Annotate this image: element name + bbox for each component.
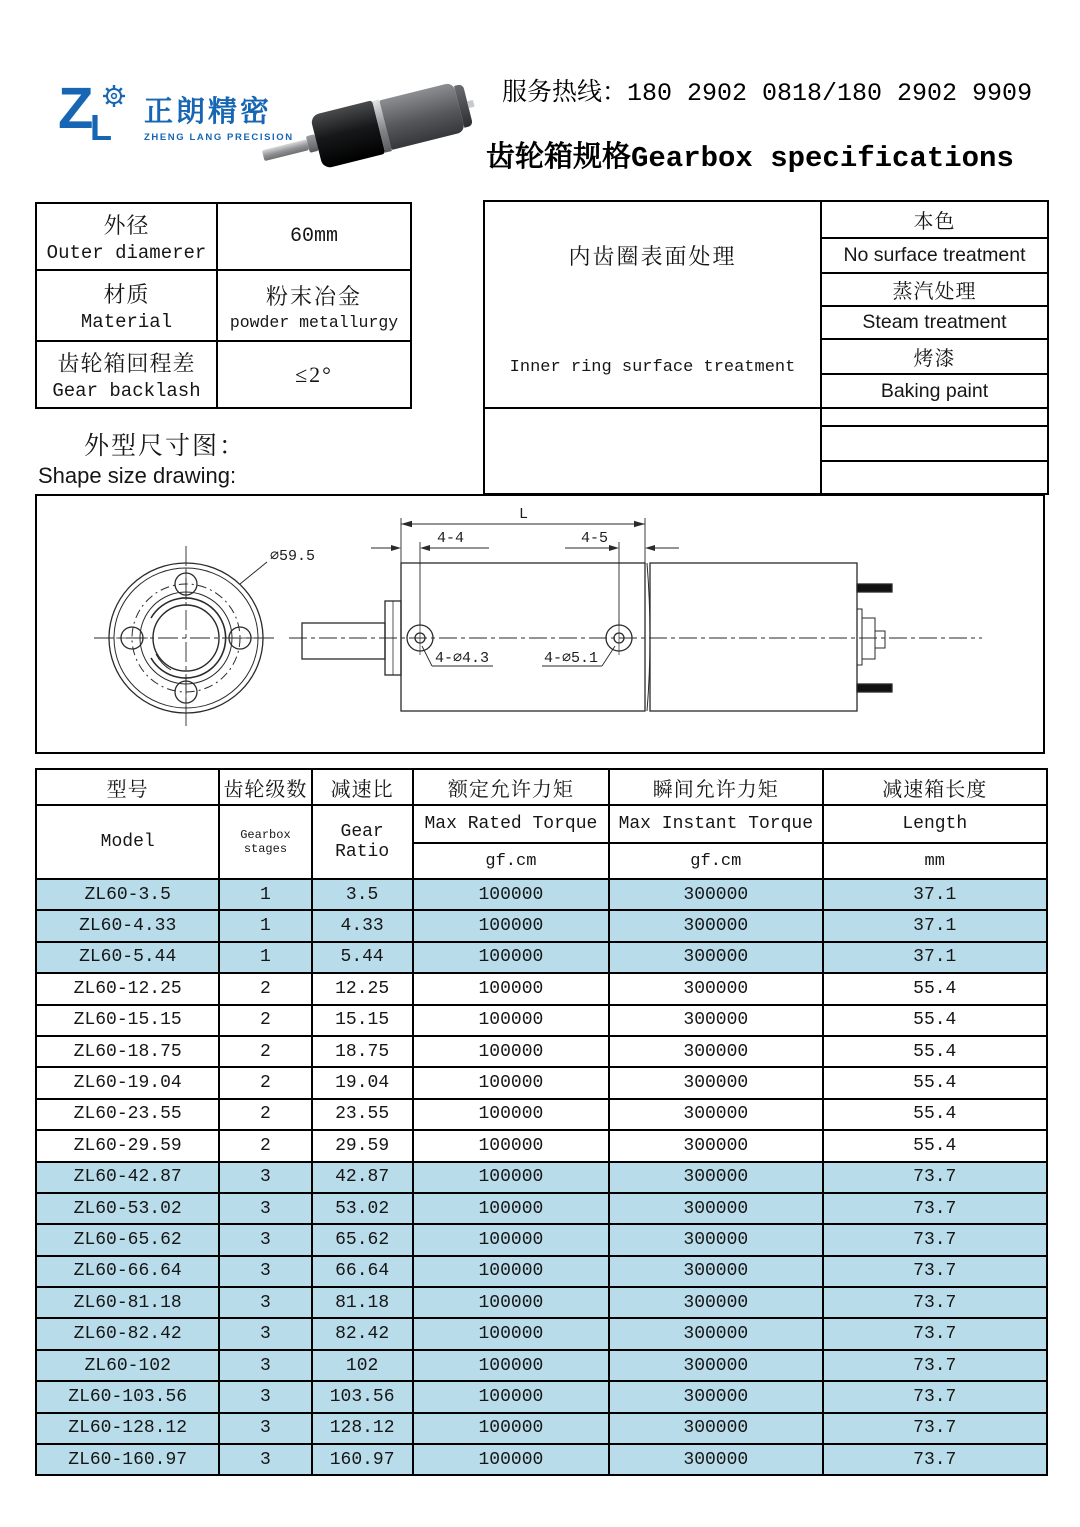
- diameter-label: ∅59.5: [270, 548, 316, 565]
- col-rated-zh: 额定允许力矩: [413, 769, 609, 805]
- table-row: [36, 270, 411, 341]
- logo-letter-z: Z: [58, 76, 94, 141]
- table-row: ZL60-53.02 3 53.02 100000 300000 73.7: [36, 1193, 1047, 1224]
- treatment-option-en: Baking paint: [880, 379, 989, 402]
- material-value-en: powder metallurgy: [229, 312, 399, 332]
- treatment-option-zh: 本色: [913, 211, 956, 233]
- table-row: [484, 201, 1048, 238]
- inner-ring-label-en: Inner ring surface treatment: [509, 358, 796, 377]
- table-row: [36, 341, 411, 408]
- col-rated-unit: gf.cm: [413, 843, 609, 879]
- table-row: ZL60-4.33 1 4.33 100000 300000 37.1: [36, 910, 1047, 941]
- surface-treatment-table: [483, 200, 1049, 495]
- table-row: [36, 203, 411, 270]
- table-row: ZL60-12.25 2 12.25 100000 300000 55.4: [36, 973, 1047, 1004]
- left-offset-dim-label: 4-4: [437, 530, 465, 547]
- treatment-option-en: No surface treatment: [843, 244, 1026, 266]
- col-ratio-zh: 减速比: [312, 769, 413, 805]
- col-model-zh: 型号: [36, 769, 219, 805]
- backlash-value: ≤2°: [295, 361, 333, 387]
- col-instant-en: Max Instant Torque: [609, 805, 822, 843]
- table-row: [484, 408, 1048, 426]
- treatment-option-zh: 蒸汽处理: [892, 281, 977, 303]
- empty-cell: [821, 461, 1048, 494]
- table-row: ZL60-19.04 2 19.04 100000 300000 55.4: [36, 1067, 1047, 1098]
- table-row: ZL60-3.5 1 3.5 100000 300000 37.1: [36, 879, 1047, 910]
- backlash-label-en: Gear backlash: [52, 380, 201, 402]
- col-length-zh: 减速箱长度: [823, 769, 1047, 805]
- material-label-en: Material: [80, 311, 173, 333]
- table-row: ZL60-160.97 3 160.97 100000 300000 73.7: [36, 1444, 1047, 1475]
- outer-diameter-label-zh: 外径: [103, 213, 150, 238]
- col-length-en: Length: [823, 805, 1047, 843]
- service-hotline: 服务热线：180 2902 0818/180 2902 9909: [502, 79, 1033, 108]
- col-stages-zh: 齿轮级数: [219, 769, 311, 805]
- col-instant-unit: gf.cm: [609, 843, 822, 879]
- col-stages-en: Gearbox stages: [219, 805, 311, 879]
- empty-cell: [821, 426, 1048, 461]
- table-row: ZL60-102 3 102 100000 300000 73.7: [36, 1350, 1047, 1381]
- dimension-drawing-svg: [37, 496, 1043, 752]
- col-rated-en: Max Rated Torque: [413, 805, 609, 843]
- basic-spec-table: [35, 202, 412, 409]
- col-length-unit: mm: [823, 843, 1047, 879]
- gear-icon: [102, 84, 126, 108]
- empty-cell: [821, 408, 1048, 426]
- table-row: ZL60-5.44 1 5.44 100000 300000 37.1: [36, 942, 1047, 973]
- table-row: ZL60-82.42 3 82.42 100000 300000 73.7: [36, 1318, 1047, 1349]
- gearbox-spec-table: [35, 768, 1048, 1476]
- table-row: ZL60-65.62 3 65.62 100000 300000 73.7: [36, 1224, 1047, 1255]
- motor-body: [379, 82, 465, 150]
- inner-ring-label-zh: 内齿圈表面处理: [568, 244, 737, 269]
- logo-monogram: [58, 76, 136, 154]
- col-model-en: Model: [36, 805, 219, 879]
- col-ratio-en: Gear Ratio: [312, 805, 413, 879]
- table-row: ZL60-15.15 2 15.15 100000 300000 55.4: [36, 1005, 1047, 1036]
- motor-rear-nub: [467, 100, 475, 108]
- table-row: ZL60-81.18 3 81.18 100000 300000 73.7: [36, 1287, 1047, 1318]
- material-label-zh: 材质: [103, 282, 150, 307]
- shape-drawing-label-en: Shape size drawing:: [38, 463, 237, 488]
- col-instant-zh: 瞬间允许力矩: [609, 769, 822, 805]
- table-row: ZL60-128.12 3 128.12 100000 300000 73.7: [36, 1413, 1047, 1444]
- empty-cell: [484, 408, 821, 494]
- treatment-option-en: Steam treatment: [862, 311, 1007, 333]
- product-photo: [252, 74, 472, 174]
- table-row: ZL60-18.75 2 18.75 100000 300000 55.4: [36, 1036, 1047, 1067]
- logo-name-en: ZHENG LANG PRECISION: [144, 131, 294, 143]
- table-row: ZL60-66.64 3 66.64 100000 300000 73.7: [36, 1256, 1047, 1287]
- left-hole-label: 4-∅4.3: [435, 650, 490, 667]
- outer-diameter-label-en: Outer diamerer: [46, 242, 207, 264]
- motor-shaft: [262, 139, 309, 161]
- material-value-zh: 粉末冶金: [265, 283, 362, 309]
- logo-letter-l: L: [90, 107, 112, 148]
- shape-drawing-label-zh: 外型尺寸图：: [84, 433, 247, 460]
- page-title: 齿轮箱规格Gearbox specifications: [486, 142, 1014, 175]
- side-view: [289, 518, 982, 711]
- logo-name-zh: 正朗精密: [144, 96, 273, 129]
- backlash-label-zh: 齿轮箱回程差: [57, 351, 196, 376]
- table-row: ZL60-103.56 3 103.56 100000 300000 73.7: [36, 1381, 1047, 1412]
- table-row: ZL60-29.59 2 29.59 100000 300000 55.4: [36, 1130, 1047, 1161]
- table-row: ZL60-23.55 2 23.55 100000 300000 55.4: [36, 1099, 1047, 1130]
- outer-diameter-value: 60mm: [289, 225, 338, 248]
- right-offset-dim-label: 4-5: [581, 530, 609, 547]
- dimension-drawing: [35, 494, 1045, 754]
- treatment-option-zh: 烤漆: [913, 348, 956, 370]
- length-dim-label: L: [519, 506, 529, 523]
- front-view: [94, 546, 278, 730]
- header-row-en: [36, 805, 1047, 843]
- right-hole-label: 4-∅5.1: [544, 650, 599, 667]
- gear-motor-image: [257, 77, 481, 183]
- table-row: ZL60-42.87 3 42.87 100000 300000 73.7: [36, 1162, 1047, 1193]
- header-row-zh: [36, 769, 1047, 805]
